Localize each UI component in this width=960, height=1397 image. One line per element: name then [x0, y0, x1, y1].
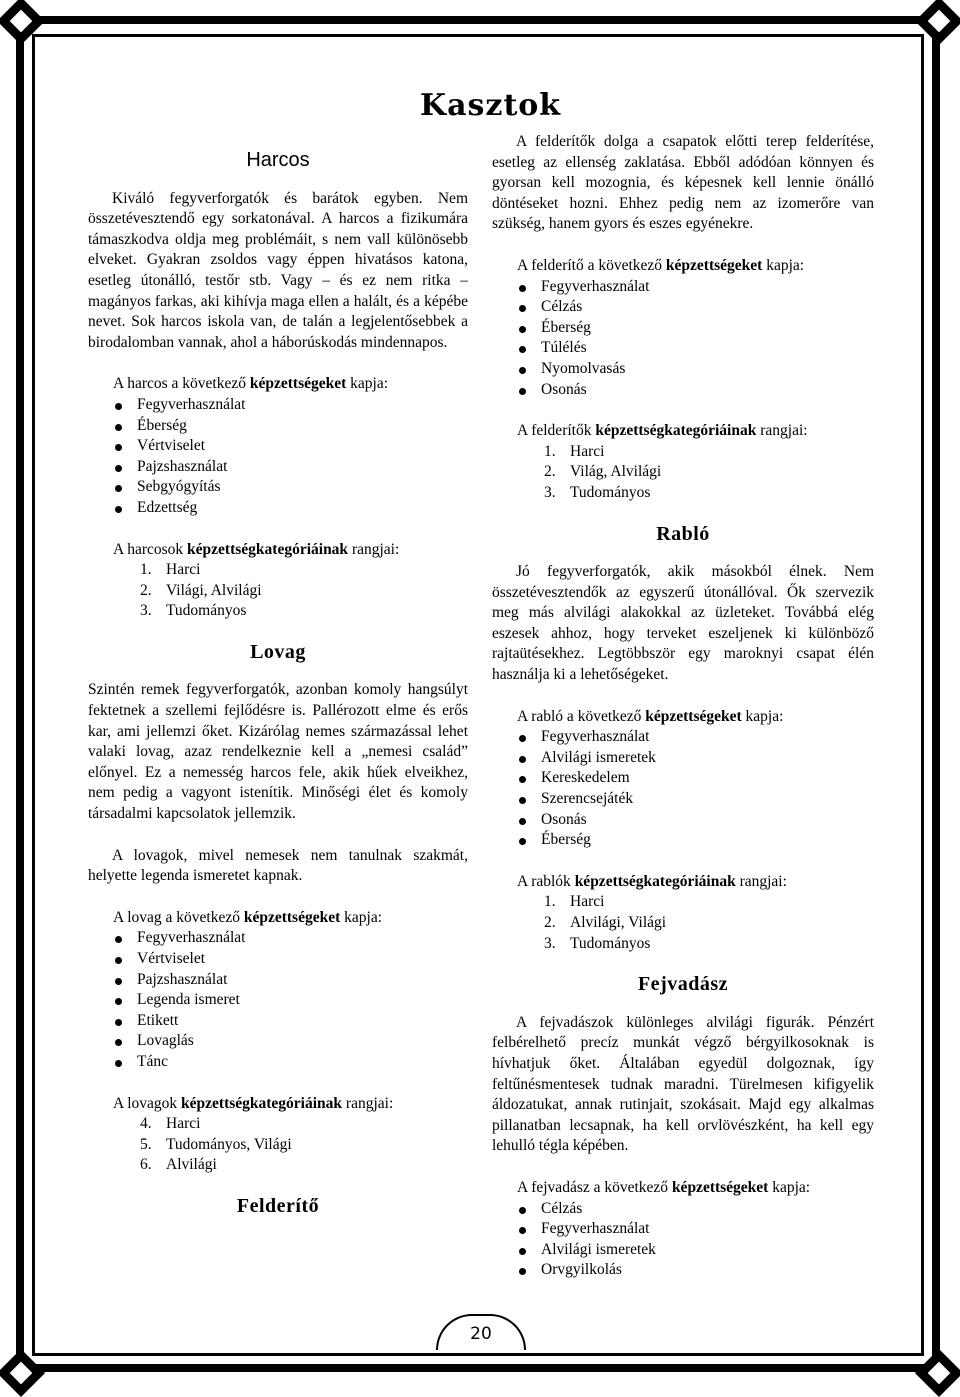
section-heading-felderito: Felderítő — [236, 1194, 320, 1217]
list-item: 2. Alvilági, Világi — [544, 914, 667, 931]
lovag-description: Szintén remek fegyverforgatók, azonban komoly hangsúlyt fektetnek a szellemi fejlődésre is. Pallérozott elme és erős kar, ami jellemzi őket. Kizárólag nemes származással lehet valaki lovag, azaz rendelkeznie kell a „nemesi család” előnyel. Ez a nemesség harcos fele, akik hűek elveikhez, nem pedig a vagyont istenítik. Minőségi élet és komoly társadalmi kapcsolatok jellemzik. — [88, 681, 468, 823]
list-item: Fegyverhasználat — [113, 395, 468, 416]
felderito-skills-intro: A felderítő a következő képzettségeket kapja: — [517, 256, 805, 274]
right-column — [492, 132, 874, 1302]
harcos-description: Kiváló fegyverforgatók és barátok egyben. Nem összetévesztendő egy sorkatonával. A harcos a fizikumára támaszkodva oldja meg problémáit, s nem vall különösebb elveket. Gyakran zsoldos vagy éppen hivatásos katona, esetleg útonálló, testőr stb. Vagy – és ez nem ritka – magányos farkas, aki kihívja maga ellen a halált, és a képébe nevet. Sok harcos iskola van, de talán a legjelentősebbek a birodalomban vannak, ahol a háborúskodás mindennapos. — [88, 189, 468, 351]
page-title: Kasztok — [420, 88, 562, 123]
lovag-skills-list — [88, 928, 468, 1072]
list-item: Alvilági ismeretek — [517, 1240, 874, 1261]
list-item: Éberség — [517, 830, 874, 851]
list-item: Sebgyógyítás — [113, 477, 468, 498]
list-item: 1. Harci — [140, 561, 201, 579]
list-item: 6. Alvilági — [140, 1156, 217, 1174]
list-item: Fegyverhasználat — [517, 727, 874, 748]
list-item: Edzettség — [113, 498, 468, 519]
list-item: 1. Harci — [544, 442, 605, 460]
list-item: 1. Harci — [544, 893, 605, 911]
list-item: Vértviselet — [113, 436, 468, 457]
list-item: 3. Tudományos — [544, 934, 651, 952]
list-item: Alvilági ismeretek — [517, 748, 874, 769]
list-item: 5. Tudományos, Világi — [140, 1135, 292, 1153]
list-item: Pajzshasználat — [113, 970, 468, 991]
harcos-categories-list — [88, 560, 468, 622]
section-heading-harcos: Harcos — [246, 149, 310, 171]
list-item: Lovaglás — [113, 1031, 468, 1052]
lovag-categories-intro: A lovagok képzettségkategóriáinak rangjai: — [113, 1094, 394, 1112]
list-item: Etikett — [113, 1011, 468, 1032]
list-item: Fegyverhasználat — [517, 1219, 874, 1240]
list-item: Túlélés — [517, 338, 874, 359]
harcos-categories-intro: A harcosok képzettségkategóriáinak rangjai: — [113, 540, 400, 558]
fejvadasz-skills-list — [492, 1199, 874, 1281]
list-item: Kereskedelem — [517, 768, 874, 789]
list-item: Éberség — [113, 416, 468, 437]
fejvadasz-description: A fejvadászok különleges alvilági figurák. Pénzért felbérelhető precíz munkát végző bérgyilkosoknak is hívhatjuk őket. Általában egyedül dolgoznak, így feltűnésmentesek tudnak maradni. Türelmesen kifigyelik áldozatukat, annak rutinjait, szokásait. Majd egy alkalmas pillanatban lecsapnak, ha kell orvlövészként, ha kell egy lehulló tégla képében. — [492, 1013, 874, 1155]
felderito-description: A felderítők dolga a csapatok előtti terep felderítése, esetleg az ellenség zaklatása. Ebből adódóan könnyen és gyorsan kell mozognia, és képesnek kell lennie önálló döntéseket hozni. Ehhez pedig nem az izomerőre van szükség, hanem gyors és eszes egyénekre. — [492, 133, 874, 233]
lovag-skills-intro: A lovag a következő képzettségeket kapja: — [113, 908, 383, 926]
list-item: Osonás — [517, 380, 874, 401]
list-item: Tánc — [113, 1052, 468, 1073]
list-item: Szerencsejáték — [517, 789, 874, 810]
list-item: 3. Tudományos — [140, 602, 247, 620]
list-item: Fegyverhasználat — [517, 277, 874, 298]
felderito-skills-list — [492, 277, 874, 401]
list-item: Célzás — [517, 1199, 874, 1220]
section-heading-rablo: Rabló — [656, 522, 710, 545]
list-item: 4. Harci — [140, 1115, 201, 1133]
rablo-skills-intro: A rabló a következő képzettségeket kapja: — [517, 707, 784, 725]
rablo-categories-list — [492, 892, 874, 954]
harcos-skills-list — [88, 395, 468, 519]
felderito-categories-list — [492, 442, 874, 504]
section-heading-fejvadasz: Fejvadász — [637, 973, 729, 996]
left-column — [88, 150, 468, 1235]
rablo-skills-list — [492, 727, 874, 851]
lovag-categories-list — [88, 1114, 468, 1176]
rablo-description: Jó fegyverforgatók, akik másokból élnek. Nem összetévesztendők az egyszerű útonállóval. Ők szervezik meg más alvilági alakokkal az üzleteket. Továbbá elég eszesek ahhoz, hogy terveket eszeljenek ki különböző rajtaütésekhez. Legtöbbször egy maroknyi csapat élén használja ki a lehetőségeket. — [492, 563, 874, 684]
list-item: 2. Világi, Alvilági — [140, 581, 262, 599]
list-item: Orvgyilkolás — [517, 1260, 874, 1281]
page-number: 20 — [436, 1314, 526, 1350]
list-item: Nyomolvasás — [517, 359, 874, 380]
list-item: Osonás — [517, 810, 874, 831]
section-heading-lovag: Lovag — [250, 640, 306, 663]
list-item: 3. Tudományos — [544, 483, 651, 501]
fejvadasz-skills-intro: A fejvadász a következő képzettségeket kapja: — [517, 1178, 811, 1196]
list-item: Célzás — [517, 297, 874, 318]
rablo-categories-intro: A rablók képzettségkategóriáinak rangjai: — [517, 872, 787, 890]
list-item: Éberség — [517, 318, 874, 339]
harcos-skills-intro: A harcos a következő képzettségeket kapja: — [113, 375, 389, 393]
list-item: 2. Világ, Alvilági — [544, 463, 662, 481]
list-item: Fegyverhasználat — [113, 928, 468, 949]
list-item: Legenda ismeret — [113, 990, 468, 1011]
list-item: Vértviselet — [113, 949, 468, 970]
lovag-note: A lovagok, mivel nemesek nem tanulnak szakmát, helyette legenda ismeretet kapnak. — [88, 846, 468, 885]
felderito-categories-intro: A felderítők képzettségkategóriáinak rangjai: — [517, 422, 808, 440]
list-item: Pajzshasználat — [113, 457, 468, 478]
